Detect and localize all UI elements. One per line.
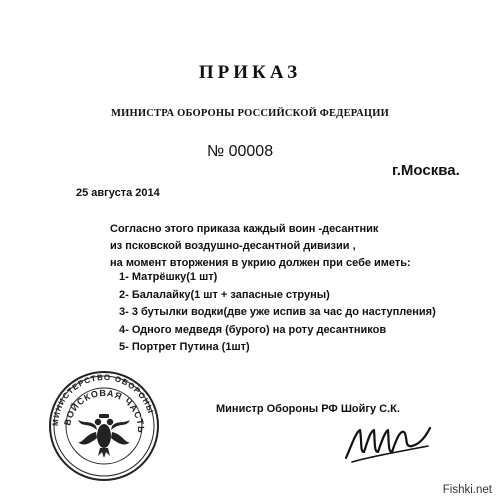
body-line: Согласно этого приказа каждый воин -десантник <box>110 223 379 235</box>
order-items-list <box>119 269 436 357</box>
watermark: Fishki.net <box>442 484 492 496</box>
body-line: на момент вторжения в укрию должен при себе иметь: <box>110 257 411 269</box>
body-line: из псковской воздушно-десантной дивизии , <box>110 240 356 252</box>
seal-text: ВОЙСКОВАЯ ЧАСТЬ <box>62 387 147 434</box>
order-number: № 00008 <box>207 143 274 160</box>
seal-outer-text: МИНИСТЕРСТВО ОБОРОНЫ <box>50 372 156 427</box>
document-title: ПРИКАЗ <box>198 62 302 83</box>
list-item: 3- 3 бутылки водки(две уже испив за час до наступления) <box>119 306 436 318</box>
signature-line: Министр Обороны РФ Шойгу С.К. <box>216 403 400 415</box>
city: г.Москва. <box>392 162 460 179</box>
order-date: 25 августа 2014 <box>76 187 160 199</box>
list-item: 1- Матрёшку(1 шт) <box>119 271 218 283</box>
eagle-emblem-icon <box>78 414 130 458</box>
list-item: 4- Одного медведя (бурого) на роту десантников <box>119 323 387 336</box>
order-body <box>110 221 490 272</box>
official-seal <box>48 370 160 487</box>
list-item: 2- Балалайку(1 шт + запасные струны) <box>119 288 330 301</box>
document-subtitle: МИНИСТРА ОБОРОНЫ РОССИЙСКОЙ ФЕДЕРАЦИИ <box>111 108 389 119</box>
handwritten-signature <box>342 418 434 475</box>
list-item: 5- Портрет Путина (1шт) <box>119 341 250 353</box>
